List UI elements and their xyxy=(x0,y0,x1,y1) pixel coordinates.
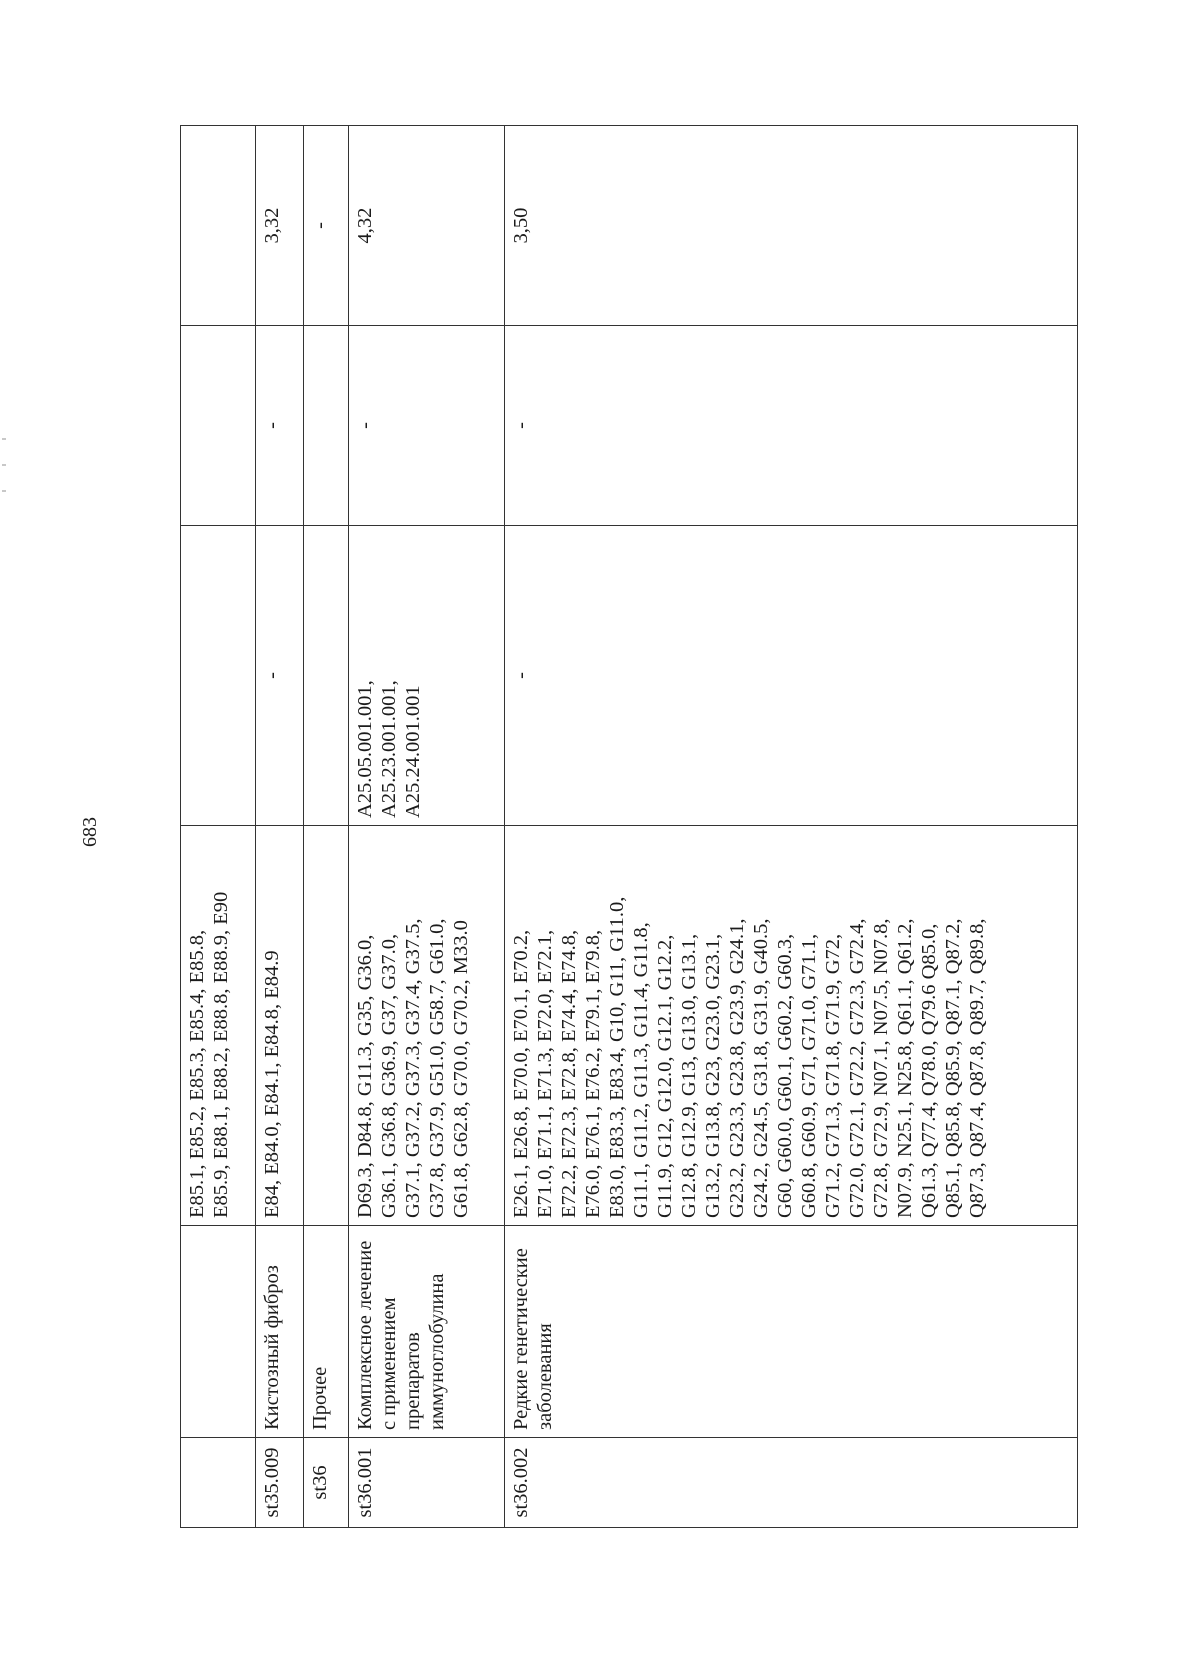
extra-criteria-cell xyxy=(181,326,256,526)
tariff-table xyxy=(180,125,1078,1528)
extra-criteria-cell xyxy=(304,326,349,526)
margin-mark xyxy=(2,464,6,466)
coefficient-cell: 4,32 xyxy=(349,126,505,326)
table-row xyxy=(256,126,304,1528)
service-line: A25.23.001.001, xyxy=(378,680,400,818)
coefficient-cell xyxy=(181,126,256,326)
icd-line: G12.8, G12.9, G13, G13.0, G13.1, xyxy=(678,933,700,1218)
icd-line: E83.0, E83.3, E83.4, G10, G11, G11.0, xyxy=(606,896,628,1218)
icd-line: Q85.1, Q85.8, Q85.9, Q87.1, Q87.2, xyxy=(942,918,964,1218)
icd-line: E85.1, E85.2, E85.3, E85.4, E85.8, xyxy=(186,929,208,1218)
service-line: A25.05.001.001, xyxy=(354,680,376,818)
icd-line: G61.8, G62.8, G70.0, G70.2, M33.0 xyxy=(450,920,472,1218)
icd-line: G60.8, G60.9, G71, G71.0, G71.1, xyxy=(798,933,820,1218)
margin-mark xyxy=(2,438,6,440)
table-row xyxy=(304,126,349,1528)
group-code-cell: st36.002 xyxy=(505,1438,1078,1528)
coefficient-cell: 3,32 xyxy=(256,126,304,326)
icd-line: G13.2, G13.8, G23, G23.0, G23.1, xyxy=(702,933,724,1218)
margin-mark xyxy=(2,490,6,492)
icd-line: G24.2, G24.5, G31.8, G31.9, G40.5, xyxy=(750,918,772,1218)
group-name-cell: Прочее xyxy=(304,1226,349,1438)
icd-line: G23.2, G23.3, G23.8, G23.9, G24.1, xyxy=(726,918,748,1218)
icd-line: G37.8, G37.9, G51.0, G58.7, G61.0, xyxy=(426,918,448,1218)
services-cell xyxy=(304,526,349,826)
coefficient-cell: 3,50 xyxy=(505,126,1078,326)
icd-line: G36.1, G36.8, G36.9, G37, G37.0, xyxy=(378,933,400,1218)
icd-line: E26.1, E26.8, E70.0, E70.1, E70.2, xyxy=(510,929,532,1218)
group-code-cell: st36 xyxy=(304,1438,349,1528)
group-name-cell: Кистозный фиброз xyxy=(256,1226,304,1438)
services-cell: - xyxy=(256,526,304,826)
icd-line: E76.0, E76.1, E76.2, E79.1, E79.8, xyxy=(582,929,604,1218)
group-code-cell: st36.001 xyxy=(349,1438,505,1528)
icd-codes-cell xyxy=(181,826,256,1226)
icd-line: G11.9, G12, G12.0, G12.1, G12.2, xyxy=(654,934,676,1218)
icd-codes-cell xyxy=(256,826,304,1226)
icd-line: E72.2, E72.3, E72.8, E74.4, E74.8, xyxy=(558,929,580,1218)
extra-criteria-cell: - xyxy=(256,326,304,526)
page-number: 683 xyxy=(79,817,101,847)
icd-line: G71.2, G71.3, G71.8, G71.9, G72, xyxy=(822,933,844,1218)
rotated-table-wrapper xyxy=(180,126,1078,1528)
services-cell xyxy=(349,526,505,826)
icd-line: E84, E84.0, E84.1, E84.8, E84.9 xyxy=(261,950,283,1218)
services-cell xyxy=(181,526,256,826)
icd-line: G11.1, G11.2, G11.3, G11.4, G11.8, xyxy=(630,922,652,1218)
table-row xyxy=(505,126,1078,1528)
coefficient-cell: - xyxy=(304,126,349,326)
icd-line: N07.9, N25.1, N25.8, Q61.1, Q61.2, xyxy=(894,918,916,1218)
group-name-cell: Редкие генетические заболевания xyxy=(505,1226,1078,1438)
icd-line: D69.3, D84.8, G11.3, G35, G36.0, xyxy=(354,934,376,1218)
icd-line: E71.0, E71.1, E71.3, E72.0, E72.1, xyxy=(534,929,556,1218)
group-name-cell xyxy=(181,1226,256,1438)
service-line: A25.24.001.001 xyxy=(402,685,424,818)
group-code-cell: st35.009 xyxy=(256,1438,304,1528)
group-name-cell: Комплексное лечение с применением препаратов иммуноглобулина xyxy=(349,1226,505,1438)
icd-codes-cell xyxy=(304,826,349,1226)
group-code-cell xyxy=(181,1438,256,1528)
services-cell: - xyxy=(505,526,1078,826)
icd-line: G72.0, G72.1, G72.2, G72.3, G72.4, xyxy=(846,918,868,1218)
icd-codes-cell xyxy=(349,826,505,1226)
icd-line: G37.1, G37.2, G37.3, G37.4, G37.5, xyxy=(402,918,424,1218)
icd-codes-cell xyxy=(505,826,1078,1226)
icd-line: G72.8, G72.9, N07.1, N07.5, N07.8, xyxy=(870,918,892,1218)
icd-line: Q61.3, Q77.4, Q78.0, Q79.6 Q85.0, xyxy=(918,923,940,1218)
icd-line: Q87.3, Q87.4, Q87.8, Q89.7, Q89.8, xyxy=(966,918,988,1218)
extra-criteria-cell: - xyxy=(505,326,1078,526)
table-row xyxy=(181,126,256,1528)
icd-line: G60, G60.0, G60.1, G60.2, G60.3, xyxy=(774,933,796,1218)
extra-criteria-cell: - xyxy=(349,326,505,526)
icd-line: E85.9, E88.1, E88.2, E88.8, E88.9, E90 xyxy=(210,891,232,1218)
table-row xyxy=(349,126,505,1528)
